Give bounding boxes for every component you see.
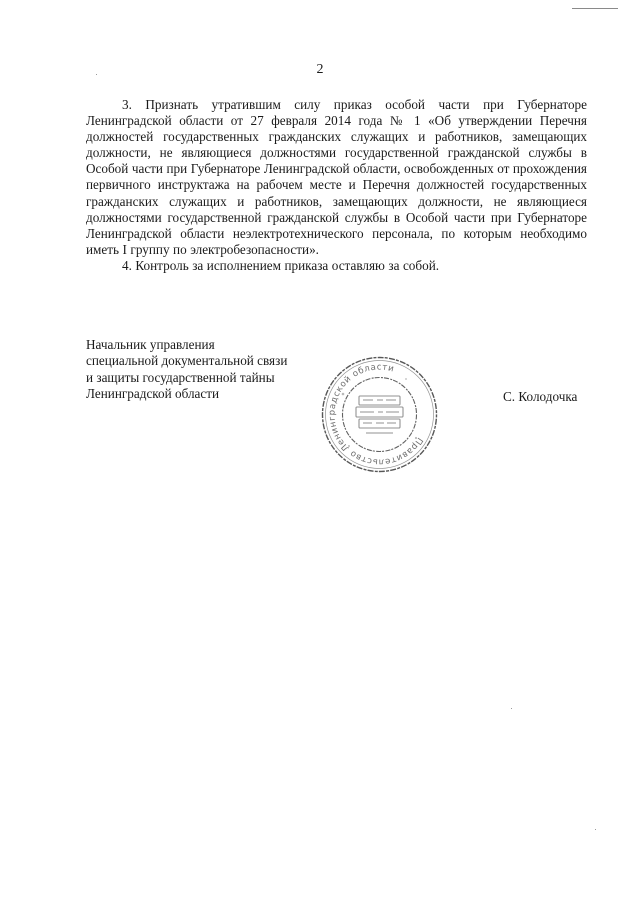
signer-position-line: Ленинградской области — [86, 385, 220, 401]
paragraph-3: 3. Признать утратившим силу приказ особой части при Губернаторе Ленинградской области от 27 февраля 2014 года № 1 «Об утверждении Перечня должностей государственных гражданских служащих и работников, замещающих должности, не являющиеся должностями государственной гражданской службы в Особой части при Губернаторе Ленинградской области, освобожденных от прохождения первичного инструктажа на рабочем месте и Перечня должностей государственных гражданских служащих и работников, замещающих должности, не являющиеся должностями государственной гражданской службы в Особой части при Губернаторе Ленинградской области неэлектротехнического персонала, по которым необходимо иметь I группу по электробезопасности». — [86, 97, 587, 257]
seal-emblem — [356, 396, 403, 433]
document-body — [86, 97, 587, 274]
scan-speck — [96, 74, 97, 75]
scan-edge-mark — [572, 8, 618, 9]
scan-speck — [511, 708, 512, 709]
signer-name: С. Колодочка — [503, 389, 578, 404]
seal-outer-ring-inner-line — [326, 361, 434, 469]
seal-inner-ring — [343, 378, 417, 452]
signer-position-line: и защиты государственной тайны — [86, 369, 275, 385]
signer-position-line: специальной документальной связи — [86, 353, 288, 369]
seal-ring-text: Правительство Ленинградской области — [327, 362, 425, 467]
seal-outer-ring — [323, 358, 437, 472]
paragraph-4: 4. Контроль за исполнением приказа оставляю за собой. — [122, 257, 440, 273]
signer-position — [86, 337, 326, 402]
official-seal-stamp — [319, 354, 440, 475]
scan-speck — [595, 829, 596, 830]
page-number: 2 — [316, 62, 324, 77]
signer-position-line: Начальник управления — [86, 337, 215, 352]
